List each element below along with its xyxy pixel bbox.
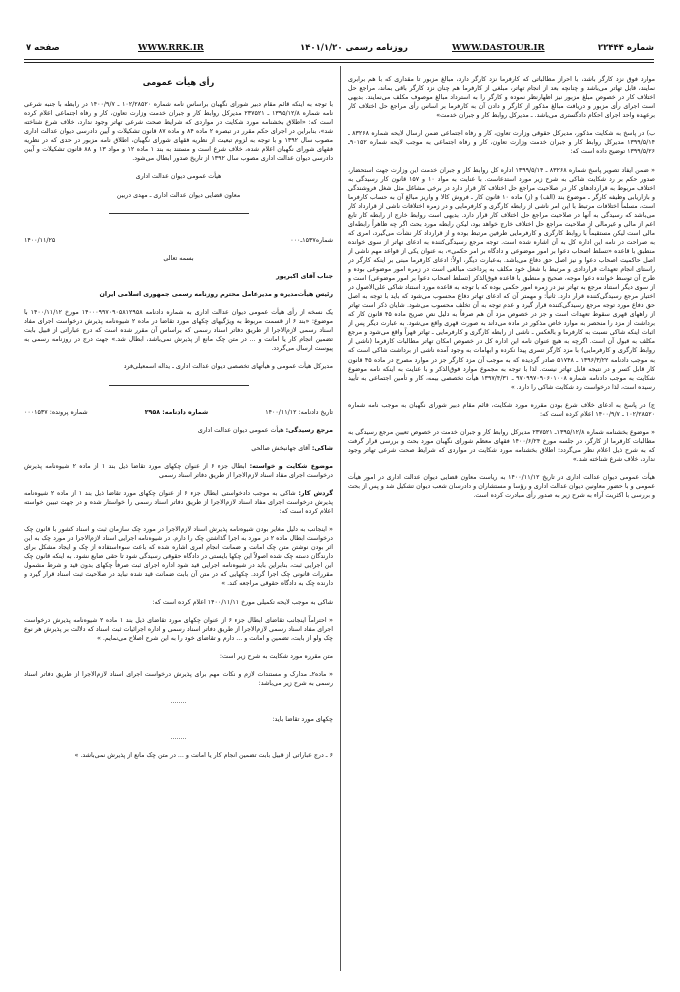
letter-signature: مدیرکل هیأت عمومی و هیأتهای تخصصی دیوان عدالت اداری ـ یداله اسمعیلی‌فرد [123,363,333,371]
issue-number: شماره ۲۲۴۴۴ [597,43,654,53]
header-rule-thin [24,62,654,63]
paragraph: « ضمن ایفاد تصویر پاسخ شماره ۸۳۲۶۸ ـ ۱۳۹۹/۵/۱۴ اداره کل روابط کار و جبران خدمت این وزارت جهت استحضار، صدور حکم بر رد شکایت شاکی به شرح زیر مورد استدعاست. با عنایت به مواد ۱۰ و ۱۵۷ قانون کار رسیدگی به اختلاف مربوط به قراردادهای کار در صلاحیت مراجع حل اختلاف کار قرار دارد در برخی مشاغل مثل شغل فروشندگی و بازاریابی وظیفه کارگر ـ موضوع بند (الف) و (ز) ماده ۱۰ قانون کار ـ فروش کالا و واریز مبالغ آن به حساب کارفرما است، مسلماً اختلافات مرتبط با این امر ناشی از رابطه کارگری و کارفرمایی و در زمره اختلافات ناشی از قرارداد کار می‌باشد که رسیدگی به آنها در صلاحیت مراجع حل اختلاف کار قرار دارد. بدیهی است روابط خارج از رابطه کار تابع اعم از مالی و غیرمالی از صلاحیت مراجع حل اختلاف خارج خواهد بود، لیکن رابطه مورد بحث اگر چه ظاهراً رابطه‌ای مالی است لیکن مستقیماً با روابط کارگری و کارفرمایی طرفین مرتبط بوده و از قرارداد کار نشأت می‌گیرد، امری که به صراحت در نامه این اداره کل به آن اشاره شده است. توجه مرجع رسیدگی‌کننده به ادعای تهاتر از سوی خوانده منطبق با قاعده «تسلط اصحاب دعوا بر امور موضوعی و دادگاه بر امر حکمی»، به عنوان یکی از قواعد مهم ناشی از اصل حاکمیت اصحاب دعوا و نیز اصل حق دفاع می‌باشد. به‌عبارت دیگر، اولاً: ادعای کارفرما مبنی بر اینکه کارگر در راستای انجام تعهدات قراردادی و مرتبط با شغل خود مکلف به پرداخت مبالغی است در زمره امور موضوعی بوده و طرح آن توسط خوانده دعوا موجه، صحیح و منطبق با قاعده فوق‌الذکر (تسلط اصحاب دعوا بر امور موضوعی) است و از سوی دیگر استناد مرجع به تهاتر نیز در زمره امور حکمی بوده که با توجه به قاعده مورد استناد شاکی علی‌الاصول در اختیار مرجع رسیدگی‌کننده قرار دارد. ثانیاً: و مهمتر آن که ادعای تهاتر دفاع محسوب می‌شود که باید با توجه به اصل حق دفاع مورد توجه مرجع رسیدگی‌کننده قرار گیرد و عدم توجه به آن تخلف محسوب می‌شود. شایان ذکر است تهاتر از راههای قهری سقوط تعهدات است و جز در خصوص مزد آن هم صرفاً به دلیل نص صریح ماده ۴۵ قانون کار که برداشت از مزد را منحصر به موارد خاص مذکور در ماده می‌داند به صورت قهری واقع می‌شود. به عبارت دیگر پس از اثبات اینکه شاکی نسبت به کارفرما و بالعکس ـ ناشی از رابطه کارگری و کارفرمایی ـ تهاتر قهراً واقع می‌شود و مرجع مکلف به قبول آن است. اگرچه به هیچ عنوان نامه این اداره کل در خصوص امکان تهاتر مطالبات کارفرما (ناشی از روابط کارگری و کارفرمایی) با مزد کارگر تسری پیدا نکرده و ابهامات به وجود آمده ناشی از برداشت شاکی است که به موجب دادنامه ۱۳۹۶/۳/۲۲ ـ ۵۱۷۴۸ صادر گردیده که به موجب آن مزد کارگر جز در موارد مصرح در ماده ۴۵ قانون کار قابل کسر و در نتیجه قابل تهاتر نیست. لذا با توجه به مجموع موارد فوق‌الذکر و با عنایت به اینکه نامه موضوع شکایت به موجب دادنامه شماره ۹۷۰۹۹۷۰۹۰۶۰۱۰۰۸ ـ ۱۳۹۷/۴/۳۱ هیأت تخصصی بیمه، کار و تأمین اجتماعی به تأیید رسیده است، لذا درخواست رد شکایت شاکی را دارد. » [348,166,655,391]
column-divider [340,66,341,971]
website-rrk-link[interactable]: WWW.RRK.IR [138,43,204,53]
letter-meta-row [24,236,333,245]
quote: شاکی به موجب لایحه تکمیلی مورخ ۱۴۰۰/۱۱/۱۱ اعلام کرده است که: [152,598,333,606]
paragraph: موارد فوق نزد کارگر باشد، با احراز مطالباتی که کارفرما نزد کارگر دارد، مبالغ مزبور تا مقداری که با هم برابری نمایند، قابل تهاتر می‌باشد و چنانچه بعد از انجام تهاتر، مبلغی از کارفرما هم چنان نزد کارگر باقی بماند، مراجع حل اختلاف کار در خصوص مبلغ مزبور نیز اظهارنظر نموده و کارگر را به استرداد مبالغ موصوف مکلف می‌نمایند. بدیهی است اجرای رأی مزبور و دریافت مبالغ مذکور از کارگر و دادن آن به کارفرما بر اساس رأی مراجع حل اختلاف کار برعهده واحد اجرای احکام دادگستری می‌باشد. ـ مدیرکل روابط کار و جبران خدمت» [348,76,655,120]
ruling-number [145,408,208,417]
bismillah: بسمه تعالی [163,254,194,262]
proceedings-line [24,489,333,516]
authority-label: مرجع رسیدگی: [285,426,333,434]
proceedings-value: شاکی به موجب دادخواستی ابطال جزء ۶ از عنوان چکهای مورد تقاضا ذیل بند ۱ از ماده ۲ شیوه‌نامه پذیرش درخواست اجرای مفاد اسناد لازم‌الاجرا از طریق دفاتر اسناد رسمی را خواستار شده و در جهت تبیین خواسته اعلام کرده است که: [24,490,333,516]
ruling-number-label: شماره دادنامه: [162,408,209,416]
ruling-title: رأی هیأت عمومی [142,77,215,88]
proceedings-label: گردش کار: [298,490,333,498]
paragraph: « موضوع بخشنامه شماره ۱۳۹۵/۱۲/۸ـ ۲۳۷۵۲۱ مدیرکل روابط کار و جبران خدمت در خصوص تعیین مرجع رسیدگی به مطالبات کارفرما از کارگر، در جلسه مورخ ۱۴۰۰/۶/۲۴ فقهای معظم شورای نگهبان مورد بحث و بررسی قرار گرفت که به شرح ذیل اعلام نظر می‌گردد: اطلاق بخشنامه مورد شکایت در مواردی که شرایط صحت شرعی تهاتر وجود ندارد، خلاف شرع شناخته شد.» [348,428,655,464]
website-dastour-link[interactable]: WWW.DASTOUR.IR [452,43,545,53]
section-divider [109,213,249,214]
letter-intro: یک نسخه از رأی هیأت عمومی دیوان عدالت اداری به شماره دادنامه ۱۴۰۰۰۹۹۷۰۹۰۵۸۱۲۹۵۸ مورخ ۱۴۰۰/۱۱/۱۲ با موضوع: «بند ۶ از قسمت مربوط به ویژگیهای چکهای مورد تقاضا در ماده ۲ شیوه‌نامه پذیرش درخواست اجرای مفاد اسناد رسمی لازم‌الاجرا از طریق دفاتر اسناد رسمی که براساس آن مقرر شده است که درج عباراتی از قبیل بابت تضمین انجام کار یا امانت و ... در متن چک مانع از پذیرش نمی‌باشد، ابطال شد.» جهت درج در روزنامه رسمی به پیوست ارسال می‌گردد. [24,309,333,353]
authority-value: هیأت عمومی دیوان عدالت اداری [197,426,284,434]
quote: « اینجانب به دلیل مغایر بودن شیوه‌نامه پذیرش اسناد لازم‌الاجرا در مورد چک سازمان ثبت و اسناد کشور با قانون چک درخواست ابطال ماده ۲ در مورد به اجرا گذاشتن چک را دارم. در شیوه‌نامه اجرایی اسناد لازم‌الاجرا در مورد چک به این اثر بودن نوشتن متن چک امانت و ضمانت انجام امری اشاره شده که باعث سوءاستفاده از چک و ایجاد مشکل برای دارندگان دسته چک شده اصولاً این چکها بایستی در دادگاه حقوقی رسیدگی شود تا حقی ضایع نشود. به اینکه قانون چک این اجرایی ثبت، بنابراین باید در شیوه‌نامه اجرایی قید شود اداره اجرای ثبت صرفاً چکهای بدون قید و شرط مشمول مقررات قانونی چک اجرا گردد. چکهایی که در متن آن بابت ضمانت قید شده نباید در صلاحیت ثبت اسناد قرار گیرد و دارنده چک به دادگاه حقوقی مراجعه کند. » [24,526,333,588]
ellipsis: ........ [170,734,187,742]
addressee: جناب آقای اکبرپور [276,272,333,280]
letter-date: ۱۴۰۰/۱۱/۲۵ [24,236,56,244]
right-column [348,66,655,971]
quote: چکهای مورد تقاضا باید: [272,716,333,724]
header-rule [24,59,654,60]
section-divider [109,385,249,386]
file-number: شماره پرونده: ۰۰۰۱۵۳۷ [24,408,88,416]
ruling-signature: هیأت عمومی دیوان عدالت اداری [135,173,222,181]
ellipsis: ........ [170,698,187,706]
quote: متن مقرره مورد شکایت به شرح زیر است: [219,652,333,660]
authority-line [24,426,333,435]
paragraph: ج) در پاسخ به ادعای خلاف شرع بودن مقرره مورد شکایت، قائم مقام دبیر شورای نگهبان به موجب نامه شماره ۱۰۲/۲۸۵۲۰ ـ ۱۴۰۰/۹/۷ اعلام کرده است که: [348,401,655,418]
paragraph: ب) در پاسخ به شکایت مذکور، مدیرکل حقوقی وزارت تعاون، کار و رفاه اجتماعی ضمن ارسال لایحه شماره ۸۳۲۶۸ ـ ۱۳۹۹/۵/۱۴ مدیرکل روابط کار و جبران خدمت وزارت تعاون، کار و رفاه اجتماعی به موجب لایحه شماره ۹۰۱۵۲ـ ۱۳۹۹/۵/۲۶ توضیح داده است که: [348,130,655,156]
addressee-title: رئیس هیأت‌مدیره و مدیرعامل محترم روزنامه رسمی جمهوری اسلامی ایران [99,291,333,299]
quote: « احتراماً اینجانب تقاضای ابطال جزء ۶ از عنوان چکهای مورد تقاضای ذیل بند ۱ ماده ۲ شیوه‌نامه پذیرش درخواست اجرای مفاد اسناد رسمی لازم‌الاجرا از طریق دفاتر اسناد رسمی و اداره اجرائیات ثبت اسناد که دلالت بر پذیرش هر نوع چک ولو از بابت، تضمین و امانت و ... دارم و تقاضای خود را به این شرح اصلاح می‌نمایم. » [24,616,333,642]
paragraph: هیأت عمومی دیوان عدالت اداری در تاریخ ۱۴۰۰/۱۱/۱۲ به ریاست معاون قضایی دیوان عدالت اداری در امور هیأت عمومی و با حضور معاونین دیوان عدالت اداری و رؤسا و مستشاران و دادرسان شعب دیوان تشکیل شد و پس از بحث و بررسی با اکثریت آراء به شرح زیر به صدور رأی مبادرت کرده است. [348,474,655,500]
ruling-number-value: ۲۹۵۸ [144,408,161,416]
quote: ۶ ـ درج عباراتی از قبیل بابت تضمین انجام کار یا امانت و ... در متن چک مانع از پذیرش نمی‌باشد. » [74,752,333,760]
quote: « ماده۲ـ مدارک و مستندات لازم و نکات مهم برای پذیرش درخواست اجرای اسناد لازم‌الاجرا از طریق دفاتر اسناد رسمی به شرح زیر می‌باشد: [24,670,333,687]
plaintiff-label: شاکی: [311,444,333,452]
plaintiff-value: آقای جهانبخش صالحی [251,444,310,452]
ruling-signature-judge: معاون قضایی دیوان عدالت اداری ـ مهدی دربین [116,191,241,199]
subject-label: موضوع شکایت و خواسته: [249,462,333,470]
ruling-meta-row [24,408,333,417]
ruling-date: تاریخ دادنامه: ۱۴۰۰/۱۱/۱۲ [265,408,333,416]
subject-line [24,462,333,480]
left-column [24,66,333,971]
letter-number: شماره۱۵۳۷ـ۰۰۰ [290,236,333,244]
subject-value: ابطال جزء ۶ از عنوان چکهای مورد تقاضا ذیل بند ۱ از ماده ۲ شیوه‌نامه پذیرش درخواست اجرای مفاد اسناد لازم‌الاجرا از طریق دفاتر اسناد رسمی [24,462,333,479]
page-number: صفحه ۷ [26,43,60,53]
ruling-text: با توجه به اینکه قائم مقام دبیر شورای نگهبان براساس نامه شماره ۱۰۲/۲۸۵۲۰ ـ ۱۴۰۰/۹/۷ در رابطه با جنبه شرعی نامه شماره ۱۳۹۵/۱۲/۸ ـ ۲۳۷۵۲۱ مدیرکل روابط کار و جبران خدمت وزارت تعاون، کار و رفاه اجتماعی اعلام کرده است که: «اطلاق بخشنامه مورد شکایت در مواردی که شرایط صحت شرعی تهاتر وجود ندارد، خلاف شرع شناخته شد»، بنابراین در اجرای حکم مقرر در تبصره ۲ ماده ۸۴ و ماده ۸۷ قانون تشکیلات و آیین دادرسی دیوان عدالت اداری مصوب سال ۱۳۹۲ و با توجه به لزوم تبعیت از نظریه فقهای شورای نگهبان، اطلاق نامه مزبور در حدی که در نظریه فقهای شورای نگهبان اعلام شده، خلاف شرع است و مستند به بند ۱ ماده ۱۲ و مواد ۱۳ و ۸۸ قانون تشکیلات و آیین دادرسی دیوان عدالت اداری مصوب سال ۱۳۹۲ از تاریخ صدور ابطال می‌شود. [24,101,333,163]
gazette-date: روزنامه رسمی ۱۴۰۱/۱/۲۰ [300,43,408,53]
plaintiff-line [24,444,333,453]
